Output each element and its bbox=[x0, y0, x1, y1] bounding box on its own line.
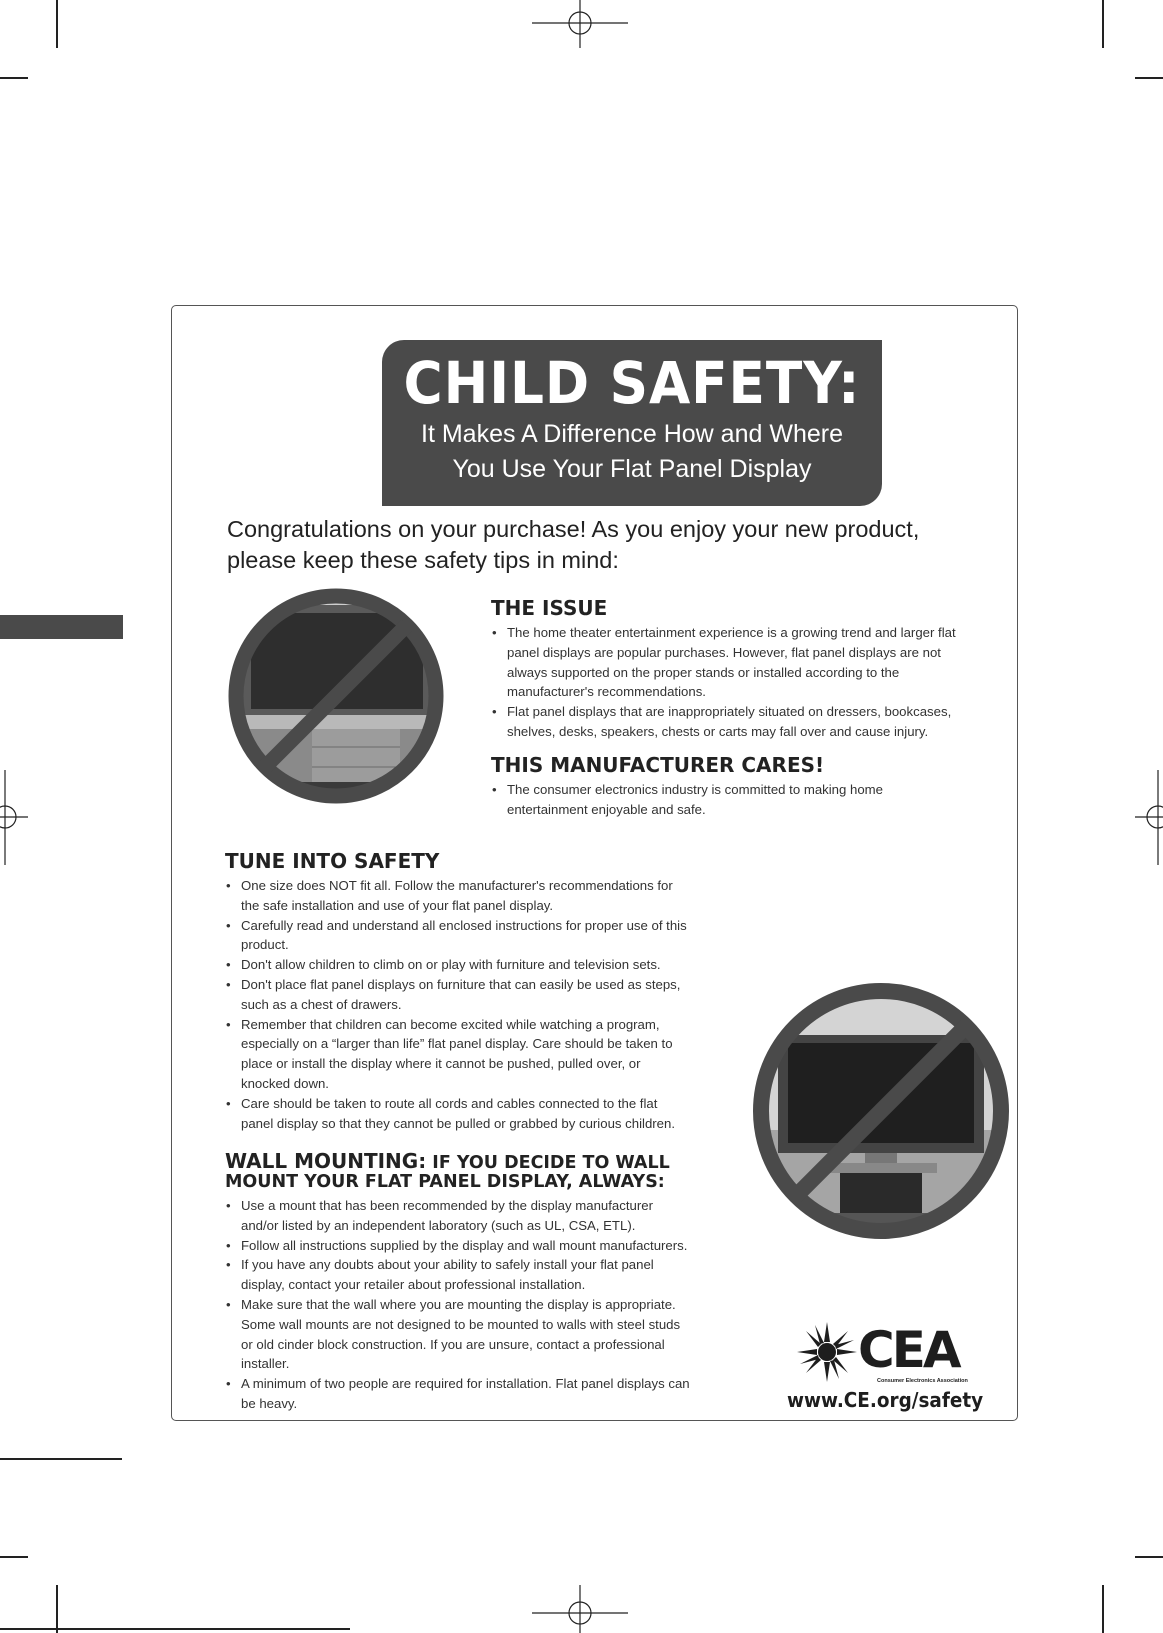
list-item: • Care should be taken to route all cords and cables connected to the flat panel display so that they cannot be pulled or grabbed by curious children. bbox=[225, 1094, 690, 1134]
page-title: CHILD SAFETY: bbox=[403, 349, 861, 417]
list-item: • Use a mount that has been recommended by the display manufacturer and/or listed by an independent laboratory (such as UL, CSA, ETL). bbox=[225, 1196, 690, 1236]
registration-mark-bottom bbox=[530, 1585, 630, 1633]
cea-logo-icon bbox=[797, 1322, 857, 1382]
list-item: • The consumer electronics industry is committed to making home entertainment enjoyable and safe. bbox=[491, 780, 966, 820]
heading-tune-into-safety: TUNE INTO SAFETY bbox=[225, 849, 440, 873]
safety-url: www.CE.org/safety bbox=[787, 1388, 984, 1412]
list-item: • Don't allow children to climb on or play with furniture and television sets. bbox=[225, 955, 690, 975]
list-item: • A minimum of two people are required for installation. Flat panel displays can be heavy. bbox=[225, 1374, 690, 1414]
list-item: • Don't place flat panel displays on furniture that can easily be used as steps, such as a chest of drawers. bbox=[225, 975, 690, 1015]
title-banner bbox=[382, 340, 882, 506]
heading-wall-mounting-bold: WALL MOUNTING: bbox=[225, 1149, 427, 1173]
prohibition-sign-icon bbox=[750, 980, 1012, 1242]
section-wall-mounting bbox=[225, 1149, 690, 1414]
list-item: • If you have any doubts about your ability to safely install your flat panel display, contact your retailer about professional installation. bbox=[225, 1255, 690, 1295]
list-item: • Follow all instructions supplied by the display and wall mount manufacturers. bbox=[225, 1236, 690, 1256]
cea-logo-name: CEA bbox=[858, 1321, 959, 1379]
heading-the-issue: THE ISSUE bbox=[491, 596, 608, 620]
registration-mark-left bbox=[0, 770, 30, 865]
list-item: • Carefully read and understand all enclosed instructions for proper use of this product. bbox=[225, 916, 690, 956]
list-item: • One size does NOT fit all. Follow the manufacturer's recommendations for the safe installation and use of your flat panel display. bbox=[225, 876, 690, 916]
list-item: • The home theater entertainment experience is a growing trend and larger flat panel displays are popular purchases. However, flat panel displays are not always supported on the proper stands or installed according to the manufacturer's recommendations. bbox=[491, 623, 966, 702]
intro-text: Congratulations on your purchase! As you enjoy your new product, please keep these safety tips in mind: bbox=[227, 516, 920, 573]
section-the-issue bbox=[491, 597, 966, 742]
prohibition-sign-icon bbox=[227, 587, 445, 805]
side-tab bbox=[0, 615, 123, 639]
heading-wall-mounting bbox=[225, 1149, 690, 1192]
subtitle-line2: You Use Your Flat Panel Display bbox=[452, 455, 812, 483]
list-item: • Make sure that the wall where you are mounting the display is appropriate. Some wall mounts are not designed to be mounted to walls with steel studs or old cinder block construction. If you are unsure, contact a professional installer. bbox=[225, 1295, 690, 1374]
list-item: • Flat panel displays that are inappropriately situated on dressers, bookcases, shelves, desks, speakers, chests or carts may fall over and cause injury. bbox=[491, 702, 966, 742]
heading-manufacturer-cares: THIS MANUFACTURER CARES! bbox=[491, 753, 825, 777]
registration-mark-top bbox=[530, 0, 630, 48]
cea-logo bbox=[787, 1318, 984, 1418]
heading-wall-mounting-rest: IF YOU DECIDE TO WALL MOUNT YOUR FLAT PANEL DISPLAY, ALWAYS: bbox=[225, 1153, 670, 1192]
list-item: • Remember that children can become excited while watching a program, especially on a “larger than life” flat panel display. Care should be taken to place or install the display where it cannot be pushed, pulled over, or knocked down. bbox=[225, 1015, 690, 1094]
cea-tagline: Consumer Electronics Association bbox=[877, 1378, 968, 1384]
section-tune-into-safety bbox=[225, 850, 690, 1133]
subtitle-line1: It Makes A Difference How and Where bbox=[421, 420, 843, 448]
registration-mark-right bbox=[1133, 770, 1163, 865]
section-manufacturer-cares bbox=[491, 754, 966, 820]
